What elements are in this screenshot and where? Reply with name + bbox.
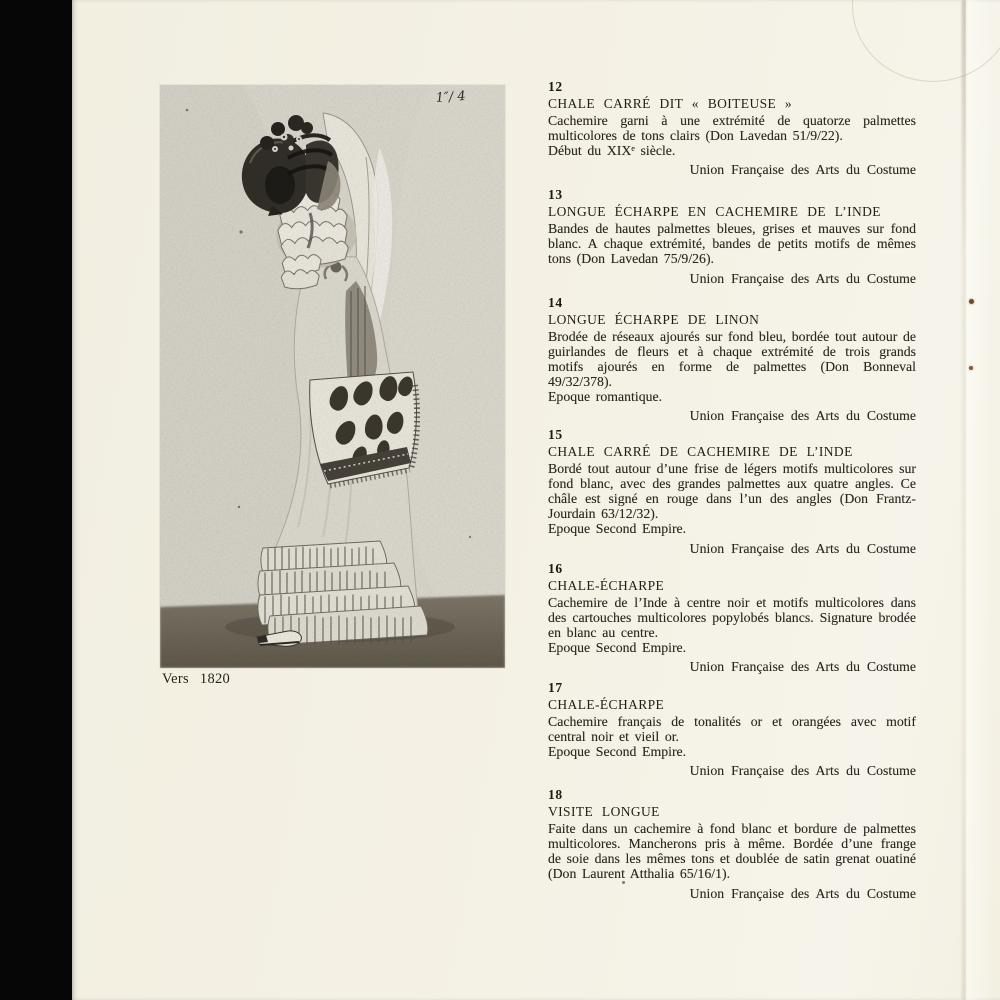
scan-grain-overlay: [160, 85, 505, 668]
entry-number: 16: [548, 560, 563, 576]
entry-attribution: Union Française des Arts du Costume: [689, 540, 916, 556]
plate-caption: Vers 1820: [162, 671, 231, 687]
entry-body-paragraph: Faite dans un cachemire à fond blanc et bordure de palmettes multicolores. Mancherons pris à même. Bordée d’une frange de soie dans les mêmes tons et doublée de satin grenat ouatiné (Don Laurent Atthalia 65/16/1).: [548, 821, 916, 882]
entry-title: LONGUE ÉCHARPE DE LINON: [548, 311, 760, 327]
entry-attribution: Union Française des Arts du Costume: [689, 658, 916, 674]
catalog-entry-12: [548, 79, 916, 177]
staple-mark: [969, 366, 973, 370]
entry-body-paragraph: Cachemire garni à une extrémité de quatorze palmettes multicolores de tons clairs (Don Lavedan 51/9/22).: [548, 113, 916, 144]
plate-handwritten-annotation: 1″/ 4: [435, 88, 467, 106]
entry-body-paragraph: Brodée de réseaux ajourés sur fond bleu, bordée tout autour de guirlandes de fleurs et à chaque extrémité de trois grands motifs ajourés en forme de palmettes (Don Bonneval 49/32/378).: [548, 328, 916, 389]
entry-number: 18: [548, 787, 563, 803]
entry-title: VISITE LONGUE: [548, 804, 660, 820]
catalog-entry-13: [548, 187, 916, 285]
fashion-plate-drawing: [160, 85, 505, 668]
catalog-entries: [548, 79, 916, 910]
catalog-entry-15: [548, 427, 916, 555]
staple-mark: [969, 299, 974, 304]
catalog-entry-17: [548, 680, 916, 778]
entry-body-paragraph: Epoque Second Empire.: [548, 744, 687, 760]
entry-title: CHALE-ÉCHARPE: [548, 577, 665, 593]
entry-title: CHALE CARRÉ DIT « BOITEUSE »: [548, 96, 793, 111]
entry-number: 15: [548, 427, 563, 443]
entry-number: 12: [548, 79, 563, 94]
catalog-entry-14: [548, 295, 916, 423]
entry-number: 14: [548, 294, 563, 310]
book-page: [72, 0, 1000, 1000]
entry-title: CHALE CARRÉ DE CACHEMIRE DE L’INDE: [548, 444, 853, 460]
catalog-entry-16: [548, 561, 916, 674]
page-edge-highlight: [966, 0, 1000, 1000]
catalog-entry-18: [548, 787, 916, 900]
entry-body-paragraph: Cachemire de l’Inde à centre noir et motifs multicolores dans des cartouches multicolores popylobés blancs. Signature brodée en blanc au centre.: [548, 594, 916, 640]
entry-body-paragraph: Début du XIXᵉ siècle.: [548, 143, 676, 159]
entry-attribution: Union Française des Arts du Costume: [689, 162, 916, 178]
entry-attribution: Union Française des Arts du Costume: [689, 270, 916, 286]
entry-title: CHALE-ÉCHARPE: [548, 696, 665, 712]
entry-title: LONGUE ÉCHARPE EN CACHEMIRE DE L’INDE: [548, 204, 881, 220]
entry-body-paragraph: Cachemire français de tonalités or et orangées avec motif central noir et vieil or.: [548, 713, 916, 744]
entry-number: 17: [548, 679, 563, 695]
entry-number: 13: [548, 187, 563, 203]
fashion-plate: [160, 85, 505, 668]
entry-attribution: Union Française des Arts du Costume: [689, 408, 916, 424]
entry-body-paragraph: Bandes de hautes palmettes bleues, grises et mauves sur fond blanc. A chaque extrémité, bandes de petits motifs de mêmes tons (Don Lavedan 75/9/26).: [548, 221, 916, 267]
entry-body-paragraph: Epoque Second Empire.: [548, 639, 687, 655]
scan-speck: [622, 881, 625, 884]
entry-attribution: Union Française des Arts du Costume: [689, 763, 916, 779]
entry-attribution: Union Française des Arts du Costume: [689, 885, 916, 901]
entry-body-paragraph: Epoque romantique.: [548, 388, 663, 404]
entry-body-paragraph: Bordé tout autour d’une frise de légers motifs multicolores sur fond blanc, avec des grandes palmettes aux quatre angles. Ce châle est signé en rouge dans l’un des angles (Don Frantz-Jourdain 63/12/32).: [548, 461, 916, 522]
entry-body-paragraph: Epoque Second Empire.: [548, 521, 687, 537]
